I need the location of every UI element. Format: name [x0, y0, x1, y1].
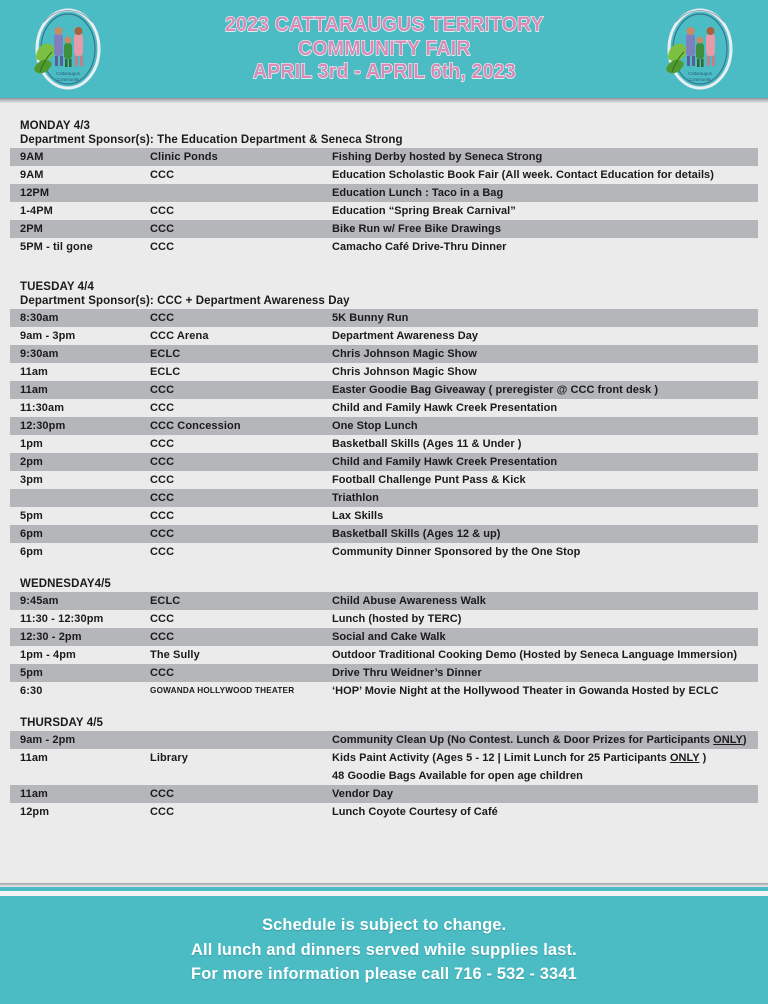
row-location: Clinic Ponds — [150, 151, 218, 163]
row-time: 9am - 3pm — [20, 330, 76, 342]
row-location: CCC — [150, 788, 175, 800]
flyer-date-range: APRIL 3rd - APRIL 6th, 2023 — [252, 60, 516, 84]
header-banner — [0, 0, 768, 98]
row-time: 1pm - 4pm — [20, 649, 76, 661]
row-event-tail: ) — [742, 734, 747, 746]
row-location: CCC — [150, 223, 175, 235]
row-event: Bike Run w/ Free Bike Drawings — [332, 223, 501, 235]
row-location: CCC — [150, 474, 175, 486]
flyer-title-line-1: 2023 CATTARAUGUS TERRITORY — [224, 12, 544, 36]
row-time: 12:30pm — [20, 420, 66, 432]
row-time: 8:30am — [20, 312, 59, 324]
table-row — [10, 682, 758, 700]
row-event-text: Kids Paint Activity (Ages 5 - 12 | Limit Lunch for 25 Participants — [332, 752, 670, 764]
table-row — [10, 489, 758, 507]
row-time: 9:30am — [20, 348, 59, 360]
row-location: CCC — [150, 312, 175, 324]
row-event: Drive Thru Weidner’s Dinner — [332, 667, 482, 679]
svg-text:Community: Community — [56, 77, 80, 82]
table-row — [10, 435, 758, 453]
table-row — [10, 399, 758, 417]
row-location: CCC Concession — [150, 420, 241, 432]
footer-line-supplies: All lunch and dinners served while supplies last. — [191, 939, 577, 959]
row-event — [332, 749, 758, 785]
day-title: THURSDAY 4/5 — [20, 717, 104, 729]
row-event: Basketball Skills (Ages 11 & Under ) — [332, 438, 522, 450]
row-event: Department Awareness Day — [332, 330, 479, 342]
row-location: CCC — [150, 492, 175, 504]
row-event: Basketball Skills (Ages 12 & up) — [332, 528, 501, 540]
row-time: 2pm — [20, 456, 43, 468]
table-row — [10, 184, 758, 202]
row-location: CCC — [150, 806, 175, 818]
row-event: Child and Family Hawk Creek Presentation — [332, 402, 558, 414]
schedule-rows — [10, 309, 758, 561]
row-time: 9:45am — [20, 595, 59, 607]
schedule-rows — [10, 148, 758, 256]
footer-notes — [0, 896, 768, 1004]
row-event: Education Lunch : Taco in a Bag — [332, 187, 504, 199]
day-block — [10, 117, 758, 256]
table-row — [10, 803, 758, 821]
row-location: ECLC — [150, 595, 181, 607]
table-row — [10, 525, 758, 543]
row-event: Outdoor Traditional Cooking Demo (Hosted by Seneca Language Immersion) — [332, 649, 738, 661]
row-location: CCC — [150, 631, 175, 643]
footer-line-schedule-change: Schedule is subject to change. — [261, 915, 507, 935]
row-event: Lunch Coyote Courtesy of Café — [332, 806, 498, 818]
row-event: Easter Goodie Bag Giveaway ( preregister @ CCC front desk ) — [332, 384, 659, 396]
flyer-title-line-2: COMMUNITY FAIR — [297, 36, 471, 60]
row-time: 6:30 — [20, 685, 43, 697]
table-row — [10, 327, 758, 345]
table-row — [10, 628, 758, 646]
row-event-subline: 48 Goodie Bags Available for open age children — [332, 770, 583, 782]
row-location: ECLC — [150, 348, 181, 360]
row-time: 12:30 - 2pm — [20, 631, 82, 643]
row-event-tail: ) — [699, 752, 707, 764]
row-location: CCC — [150, 613, 175, 625]
table-row — [10, 543, 758, 561]
section-spacer — [10, 700, 758, 714]
row-location: CCC — [150, 241, 175, 253]
table-row — [10, 507, 758, 525]
row-time: 12pm — [20, 806, 50, 818]
table-row — [10, 471, 758, 489]
row-time: 11:30 - 12:30pm — [20, 613, 104, 625]
row-location: ECLC — [150, 366, 181, 378]
section-spacer — [10, 561, 758, 575]
svg-text:Community: Community — [688, 77, 712, 82]
row-time: 3pm — [20, 474, 43, 486]
row-location: CCC Arena — [150, 330, 209, 342]
day-block — [10, 714, 758, 821]
row-location: CCC — [150, 438, 175, 450]
row-time: 12PM — [20, 187, 50, 199]
day-title: WEDNESDAY4/5 — [20, 578, 111, 590]
row-location: CCC — [150, 667, 175, 679]
day-sponsor: Department Sponsor(s): CCC + Department Awareness Day — [20, 295, 350, 307]
row-event-emphasis: ONLY — [713, 734, 743, 746]
table-row — [10, 381, 758, 399]
row-event: Education Scholastic Book Fair (All week. Contact Education for details) — [332, 169, 714, 181]
row-event: Lax Skills — [332, 510, 384, 522]
svg-text:Cattaraugus: Cattaraugus — [56, 71, 80, 76]
day-sponsor: Department Sponsor(s): The Education Department & Seneca Strong — [20, 134, 403, 146]
row-event: Camacho Café Drive-Thru Dinner — [332, 241, 507, 253]
table-row — [10, 166, 758, 184]
row-event: Social and Cake Walk — [332, 631, 446, 643]
row-event: ‘HOP’ Movie Night at the Hollywood Theater in Gowanda Hosted by ECLC — [332, 685, 719, 697]
row-location: CCC — [150, 169, 175, 181]
row-location: CCC — [150, 456, 175, 468]
day-title: TUESDAY 4/4 — [20, 281, 94, 293]
table-row — [10, 610, 758, 628]
row-time: 2PM — [20, 223, 43, 235]
section-spacer — [10, 256, 758, 278]
row-time: 6pm — [20, 528, 43, 540]
day-block — [10, 278, 758, 561]
table-row — [10, 731, 758, 749]
table-row — [10, 148, 758, 166]
table-row — [10, 417, 758, 435]
row-time: 1-4PM — [20, 205, 53, 217]
row-event: 5K Bunny Run — [332, 312, 409, 324]
svg-text:Cattaraugus: Cattaraugus — [688, 71, 712, 76]
table-row — [10, 202, 758, 220]
row-time: 5pm — [20, 510, 43, 522]
row-event-emphasis: ONLY — [669, 752, 700, 764]
row-location: CCC — [150, 402, 175, 414]
schedule-rows — [10, 731, 758, 821]
row-time: 5pm — [20, 667, 43, 679]
row-event: Chris Johnson Magic Show — [332, 366, 477, 378]
row-time: 9am - 2pm — [20, 734, 76, 746]
row-location: CCC — [150, 528, 175, 540]
header-title-block — [213, 13, 556, 85]
community-logo-left — [22, 6, 114, 92]
row-time: 9AM — [20, 151, 44, 163]
row-location: CCC — [150, 205, 175, 217]
row-time: 11am — [20, 366, 48, 378]
row-event: Chris Johnson Magic Show — [332, 348, 477, 360]
row-event: One Stop Lunch — [332, 420, 418, 432]
row-time: 11:30am — [20, 402, 65, 414]
row-event: Triathlon — [332, 492, 379, 504]
row-event — [332, 731, 758, 749]
row-location: The Sully — [150, 649, 200, 661]
table-row — [10, 749, 758, 785]
row-event: Education “Spring Break Carnival” — [332, 205, 516, 217]
community-logo-right — [654, 6, 746, 92]
row-time: 9AM — [20, 169, 44, 181]
row-location: CCC — [150, 546, 175, 558]
table-row — [10, 646, 758, 664]
table-row — [10, 363, 758, 381]
row-event: Football Challenge Punt Pass & Kick — [332, 474, 526, 486]
row-event: Lunch (hosted by TERC) — [332, 613, 462, 625]
row-event-text: Community Clean Up (No Contest. Lunch & Door Prizes for Participants — [332, 734, 714, 746]
row-location: GOWANDA HOLLYWOOD THEATER — [150, 686, 295, 695]
table-row — [10, 592, 758, 610]
row-event: Fishing Derby hosted by Seneca Strong — [332, 151, 543, 163]
table-row — [10, 220, 758, 238]
row-event: Child Abuse Awareness Walk — [332, 595, 486, 607]
table-row — [10, 785, 758, 803]
table-row — [10, 238, 758, 256]
table-row — [10, 664, 758, 682]
table-row — [10, 309, 758, 327]
day-block — [10, 575, 758, 700]
table-row — [10, 345, 758, 363]
footer-line-phone: For more information please call 716 - 532 - 3341 — [191, 964, 577, 984]
row-location: CCC — [150, 510, 175, 522]
row-event: Vendor Day — [332, 788, 394, 800]
schedule-body — [0, 103, 768, 883]
row-time: 11am — [20, 384, 48, 396]
row-time: 5PM - til gone — [20, 241, 93, 253]
row-time: 11am — [20, 752, 48, 764]
row-location: Library — [150, 752, 188, 764]
schedule-rows — [10, 592, 758, 700]
row-time: 6pm — [20, 546, 43, 558]
row-location: CCC — [150, 384, 175, 396]
day-title: MONDAY 4/3 — [20, 120, 91, 132]
row-event: Child and Family Hawk Creek Presentation — [332, 456, 558, 468]
table-row — [10, 453, 758, 471]
row-time: 11am — [20, 788, 48, 800]
row-time: 1pm — [20, 438, 43, 450]
row-event: Community Dinner Sponsored by the One Stop — [332, 546, 581, 558]
